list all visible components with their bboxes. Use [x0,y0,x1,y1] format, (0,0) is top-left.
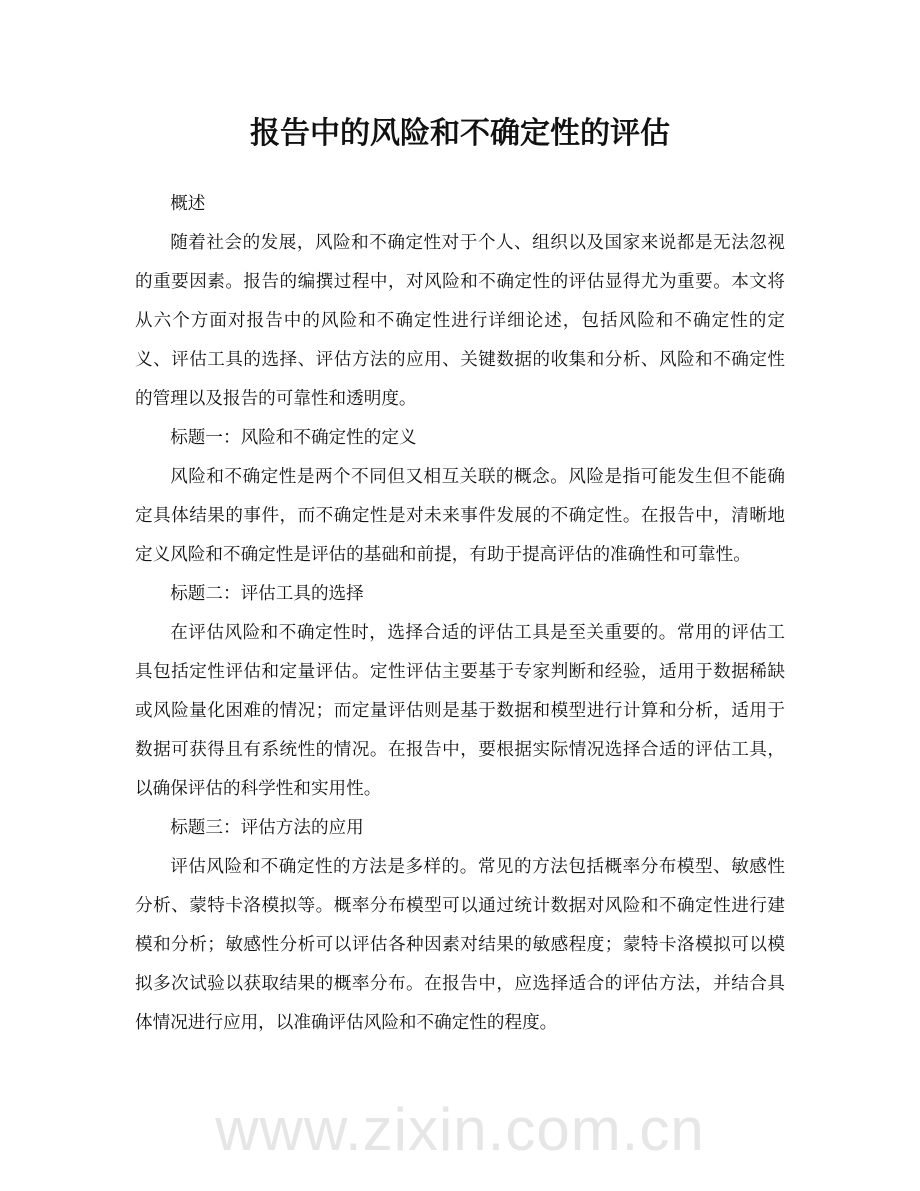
document-title: 报告中的风险和不确定性的评估 [250,116,670,151]
document-body [135,185,785,1043]
watermark: www.zixin.com.cn [215,1096,705,1163]
paragraph: 风险和不确定性是两个不同但又相互关联的概念。风险是指可能发生但不能确定具体结果的事件，而不确定性是对未来事件发展的不确定性。在报告中，清晰地定义风险和不确定性是评估的基础和前提，有助于提高评估的准确性和可靠性。 [135,467,785,565]
paragraph: 在评估风险和不确定性时，选择合适的评估工具是至关重要的。常用的评估工具包括定性评估和定量评估。定性评估主要基于专家判断和经验，适用于数据稀缺或风险量化困难的情况；而定量评估则是基于数据和模型进行计算和分析，适用于数据可获得且有系统性的情况。在报告中，要根据实际情况选择合适的评估工具，以确保评估的科学性和实用性。 [135,623,785,799]
section-heading: 标题二：评估工具的选择 [170,584,364,604]
section-heading: 标题一：风险和不确定性的定义 [170,428,417,448]
paragraph: 评估风险和不确定性的方法是多样的。常见的方法包括概率分布模型、敏感性分析、蒙特卡洛模拟等。概率分布模型可以通过统计数据对风险和不确定性进行建模和分析；敏感性分析可以评估各种因素对结果的敏感程度；蒙特卡洛模拟可以模拟多次试验以获取结果的概率分布。在报告中，应选择适合的评估方法，并结合具体情况进行应用，以准确评估风险和不确定性的程度。 [135,857,785,1033]
section-heading: 标题三：评估方法的应用 [170,818,364,838]
paragraph: 随着社会的发展，风险和不确定性对于个人、组织以及国家来说都是无法忽视的重要因素。报告的编撰过程中，对风险和不确定性的评估显得尤为重要。本文将从六个方面对报告中的风险和不确定性进行详细论述，包括风险和不确定性的定义、评估工具的选择、评估方法的应用、关键数据的收集和分析、风险和不确定性的管理以及报告的可靠性和透明度。 [135,233,785,409]
section-heading: 概述 [170,194,206,214]
